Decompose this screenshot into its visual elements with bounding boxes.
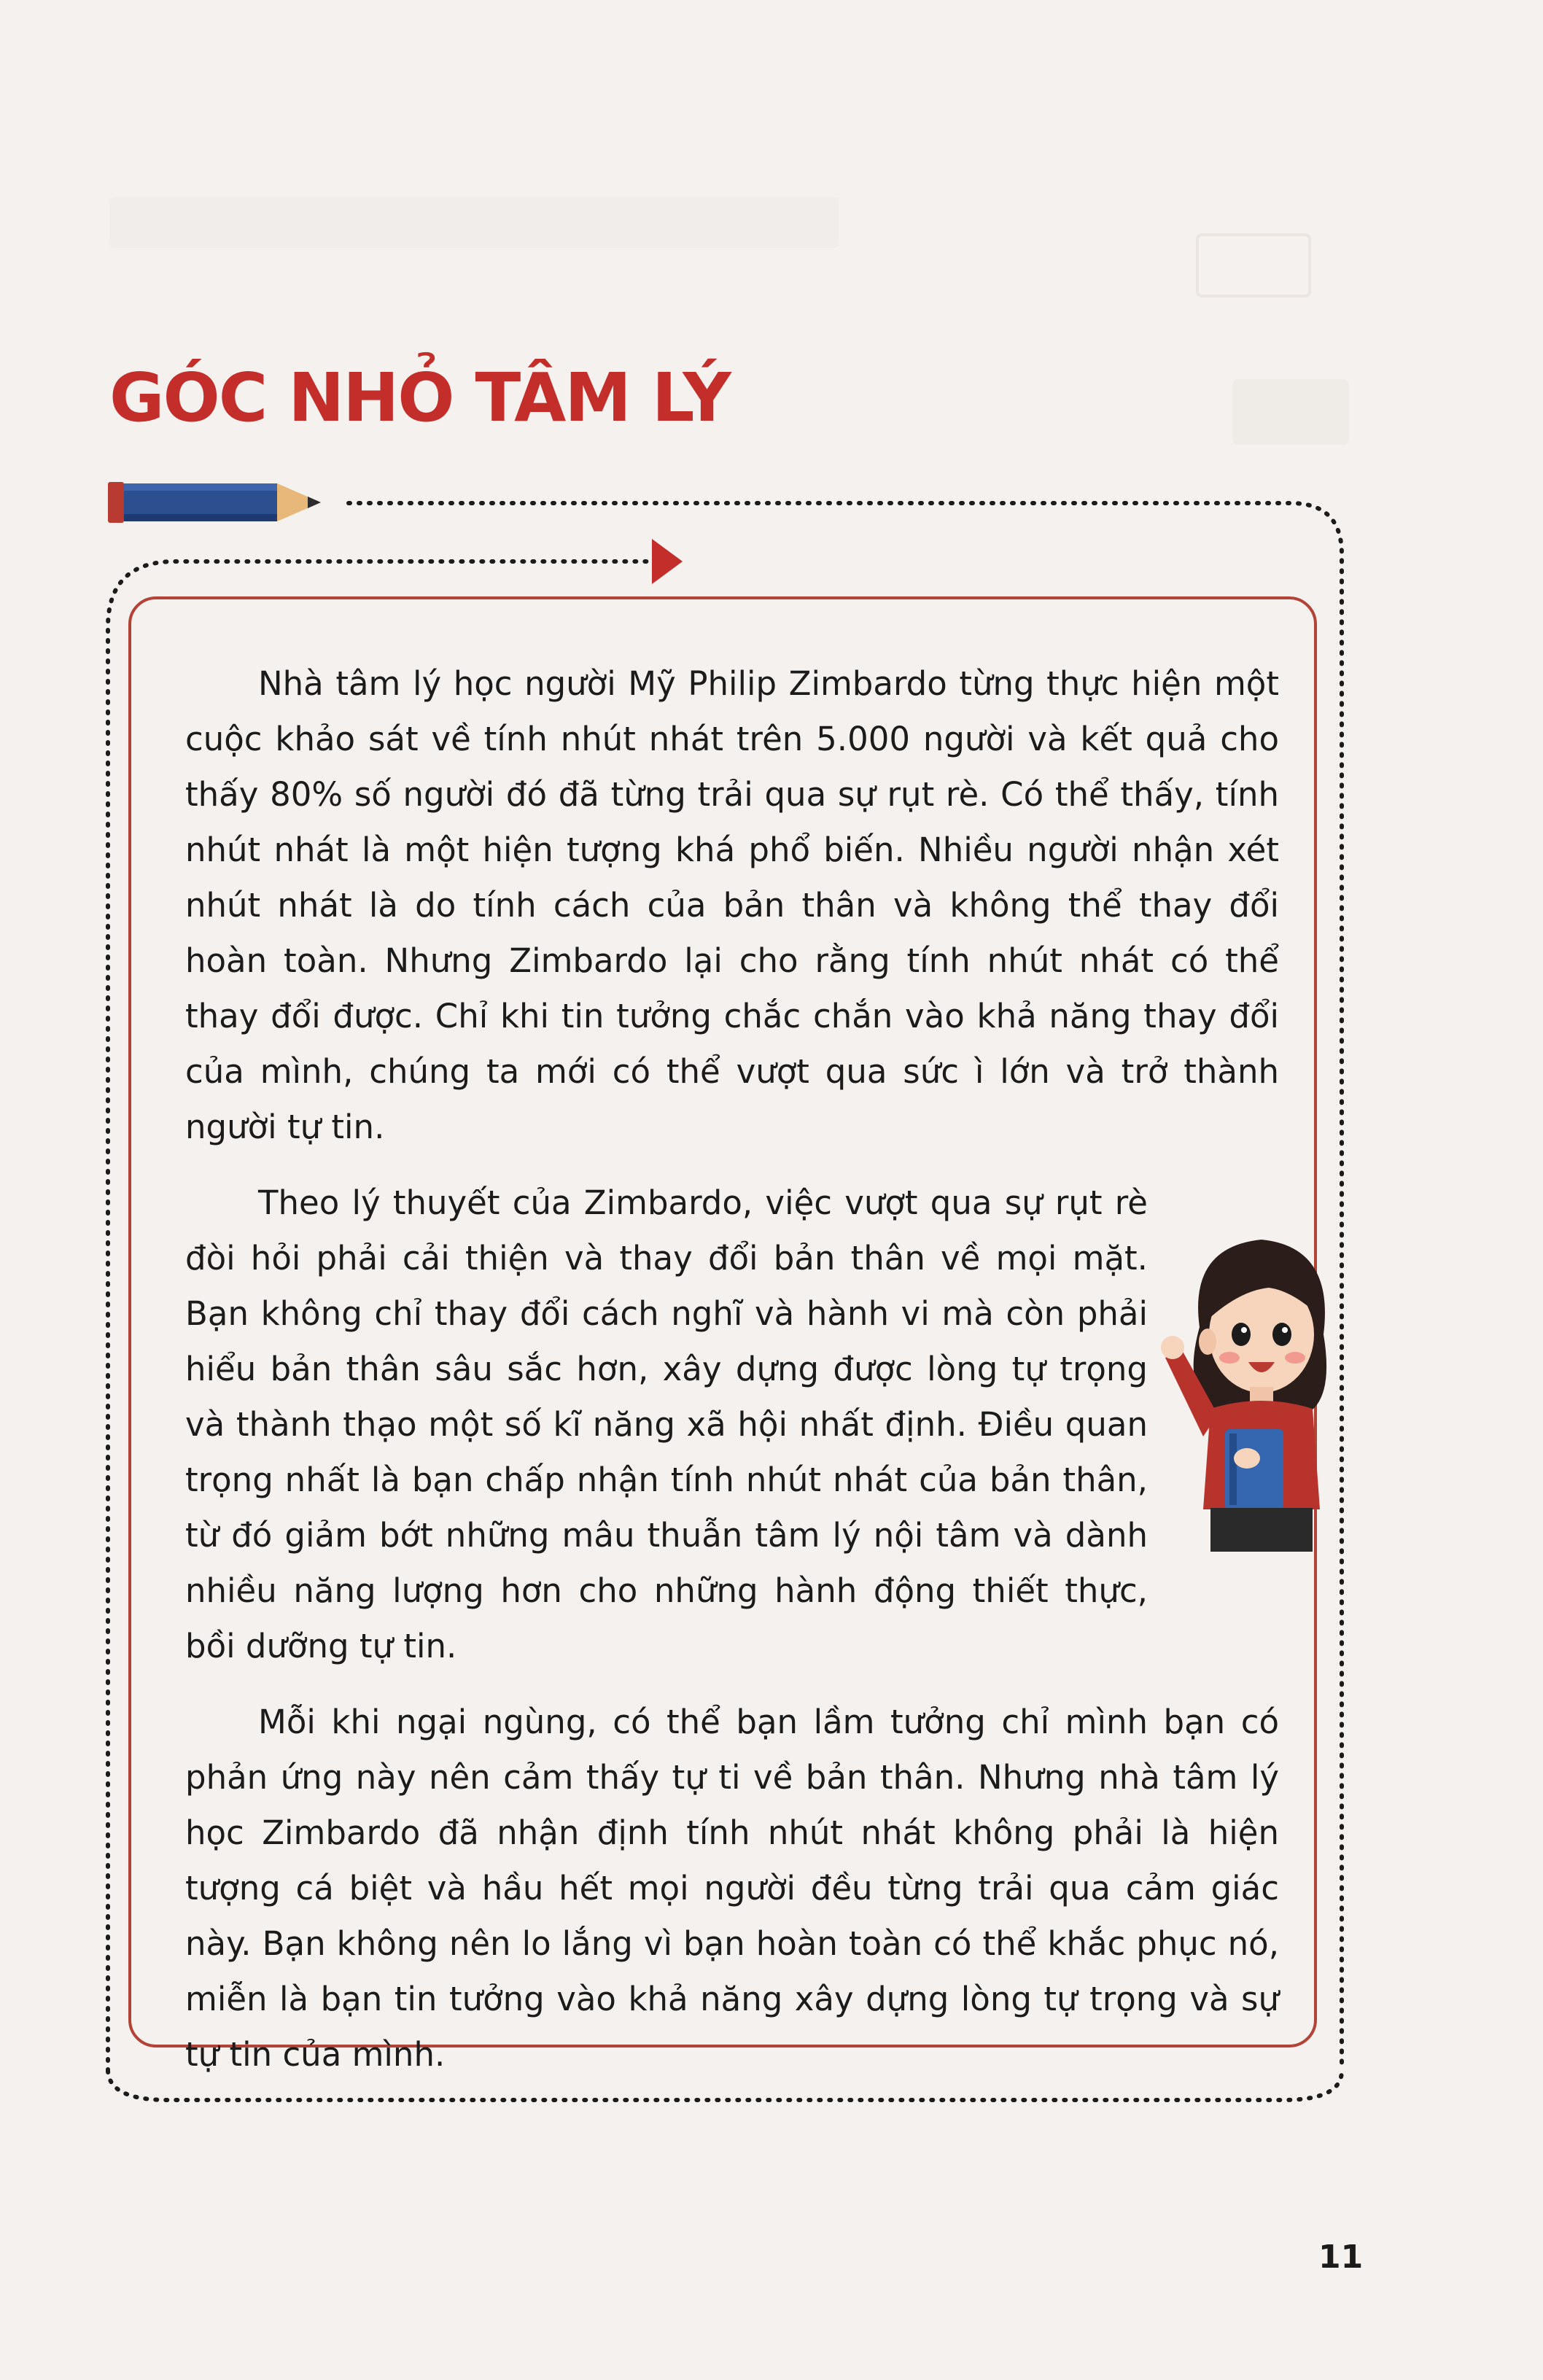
paragraph-2: Theo lý thuyết của Zimbardo, việc vượt qua sự rụt rè đòi hỏi phải cải thiện và thay đổi bản thân về mọi mặt. Bạn không chỉ thay đổi cách nghĩ và hành vi mà còn phải hiểu bản thân sâu sắc hơn, xây dựng được lòng tự trọng và thành thạo một số kĩ năng xã hội nhất định. Điều quan trọng nhất là bạn chấp nhận tính nhút nhát của bản thân, từ đó giảm bớt những mâu thuẫn tâm lý nội tâm và dành nhiều năng lượng hơn cho những hành động thiết thực, bồi dưỡng tự tin. bbox=[185, 1183, 1148, 1665]
girl-illustration bbox=[1159, 1218, 1349, 1560]
page-number: 11 bbox=[1318, 2239, 1364, 2276]
paragraph-3: Mỗi khi ngại ngùng, có thể bạn lầm tưởng chỉ mình bạn có phản ứng này nên cảm thấy tự ti về bản thân. Nhưng nhà tâm lý học Zimbardo đã nhận định tính nhút nhát không phải là hiện tượng cá biệt và hầu hết mọi người đều từng trải qua cảm giác này. Bạn không nên lo lắng vì bạn hoàn toàn có thể khắc phục nó, miễn là bạn tin tưởng vào khả năng xây dựng lòng tự trọng và sự tự tin của mình. bbox=[185, 1703, 1279, 2074]
section-title: GÓC NHỎ TÂM LÝ bbox=[109, 359, 730, 437]
body-text bbox=[185, 656, 1279, 2103]
arrow-right-icon bbox=[649, 536, 685, 587]
paragraph-1: Nhà tâm lý học người Mỹ Philip Zimbardo từng thực hiện một cuộc khảo sát về tính nhút nhát trên 5.000 người và kết quả cho thấy 80% số người đó đã từng trải qua sự rụt rè. Có thể thấy, tính nhút nhát là một hiện tượng khá phổ biến. Nhiều người nhận xét nhút nhát là do tính cách của bản thân và không thể thay đổi hoàn toàn. Nhưng Zimbardo lại cho rằng tính nhút nhát có thể thay đổi được. Chỉ khi tin tưởng chắc chắn vào khả năng thay đổi của mình, chúng ta mới có thể vượt qua sức ì lớn và trở thành người tự tin. bbox=[185, 664, 1279, 1146]
